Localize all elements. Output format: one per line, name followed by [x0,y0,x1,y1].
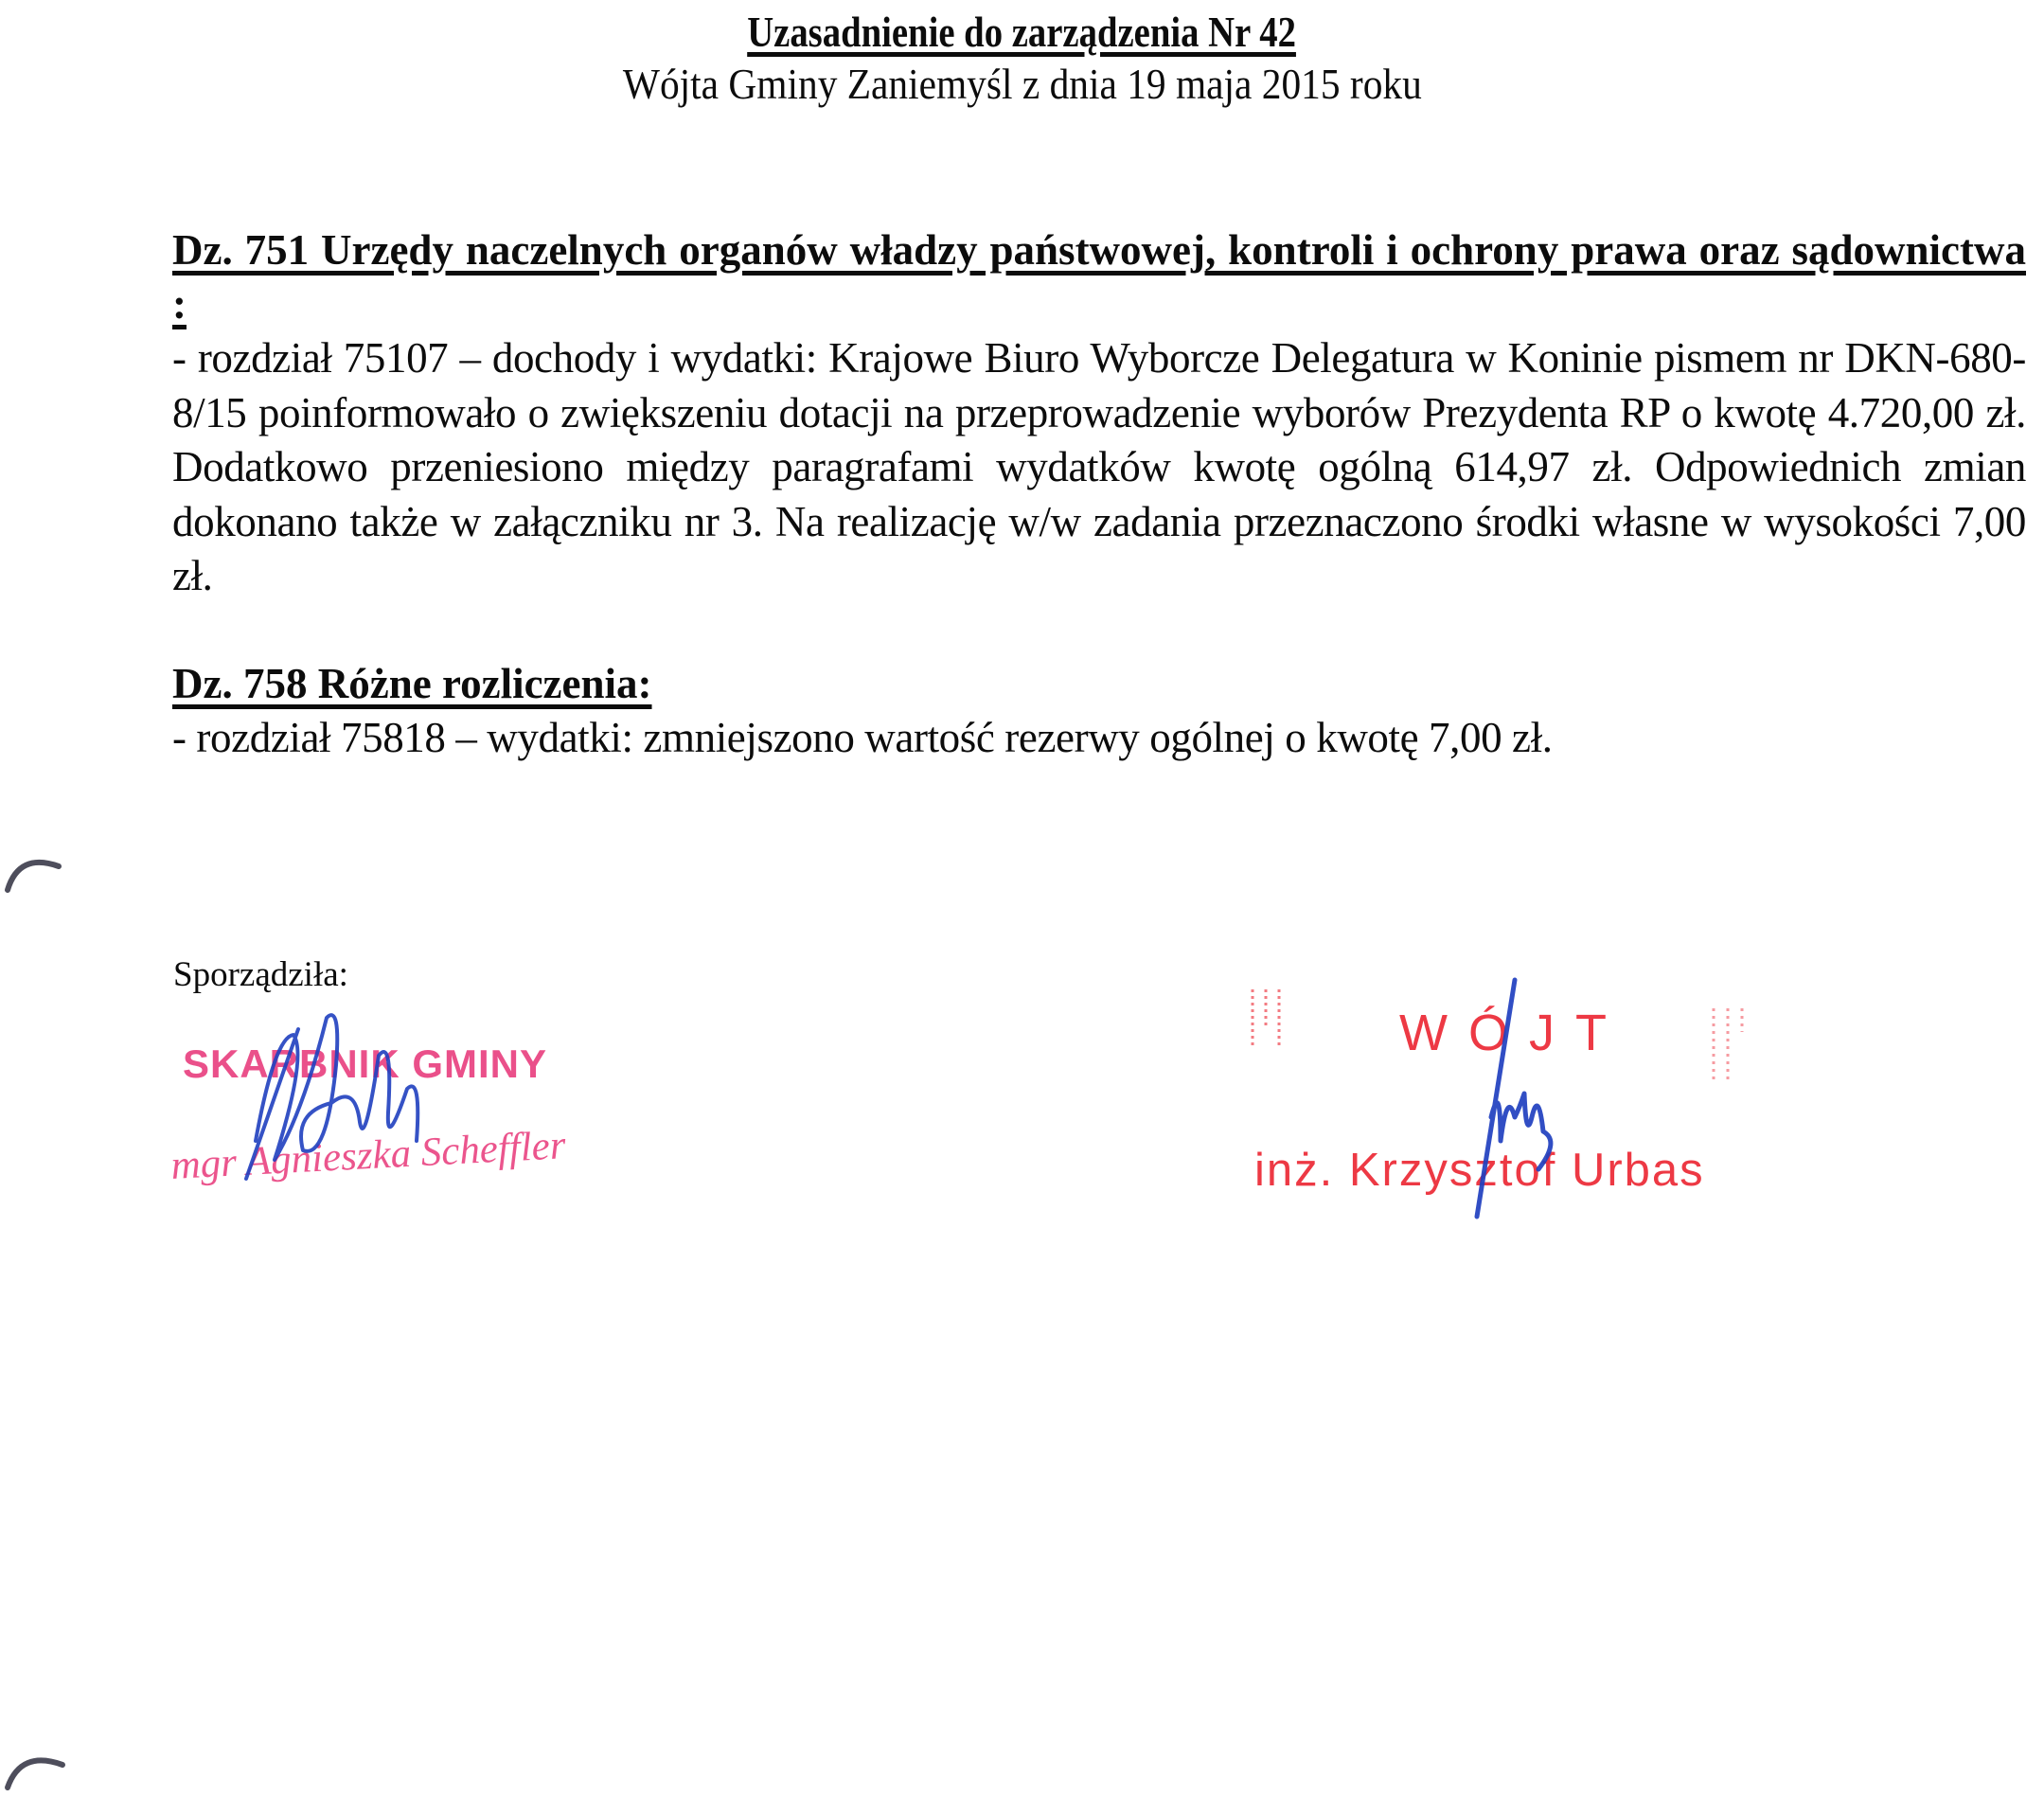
section-dz-758 [172,657,2026,766]
section-heading: Dz. 751 Urzędy naczelnych organów władzy państwowej, kontroli i ochrony prawa oraz sądownictwa : [172,226,2026,328]
stamp-border-marks-left [1245,985,1302,1051]
mayor-stamp-title: WÓJT [1399,1005,1627,1061]
document-title: Uzasadnienie do zarządzenia Nr 42 [747,9,1297,56]
section-body: - rozdział 75107 – dochody i wydatki: Krajowe Biuro Wyborcze Delegatura w Koninie pismem nr DKN-680-8/15 poinformowało o zwiększeniu dotacji na przeprowadzenie wyborów Prezydenta RP o kwotę 4.720,00 zł. Dodatkowo przeniesiono między paragrafami wydatków kwotę ogólną 614,97 zł. Odpowiednich zmian dokonano także w załączniku nr 3. Na realizację w/w zadania przeznaczono środki własne w wysokości 7,00 zł. [172,334,2026,599]
stamp-border-marks-right [1704,1004,1761,1089]
hole-punch-mark-top [0,847,66,904]
prepared-by-label: Sporządziła: [173,955,348,994]
treasurer-stamp-name: mgr Agnieszka Scheffler [169,1123,567,1189]
document-subtitle: Wójta Gminy Zaniemyśl z dnia 19 maja 2015 roku [622,60,1422,108]
section-heading: Dz. 758 Różne rozliczenia: [172,660,652,707]
mayor-stamp-name: inż. Krzysztof Urbas [1254,1145,1705,1196]
hole-punch-mark-bottom [0,1740,66,1797]
treasurer-stamp-title: SKARBNIK GMINY [183,1041,548,1086]
section-dz-751 [172,223,2026,604]
section-body: - rozdział 75818 – wydatki: zmniejszono wartość rezerwy ogólnej o kwotę 7,00 zł. [172,714,1553,761]
